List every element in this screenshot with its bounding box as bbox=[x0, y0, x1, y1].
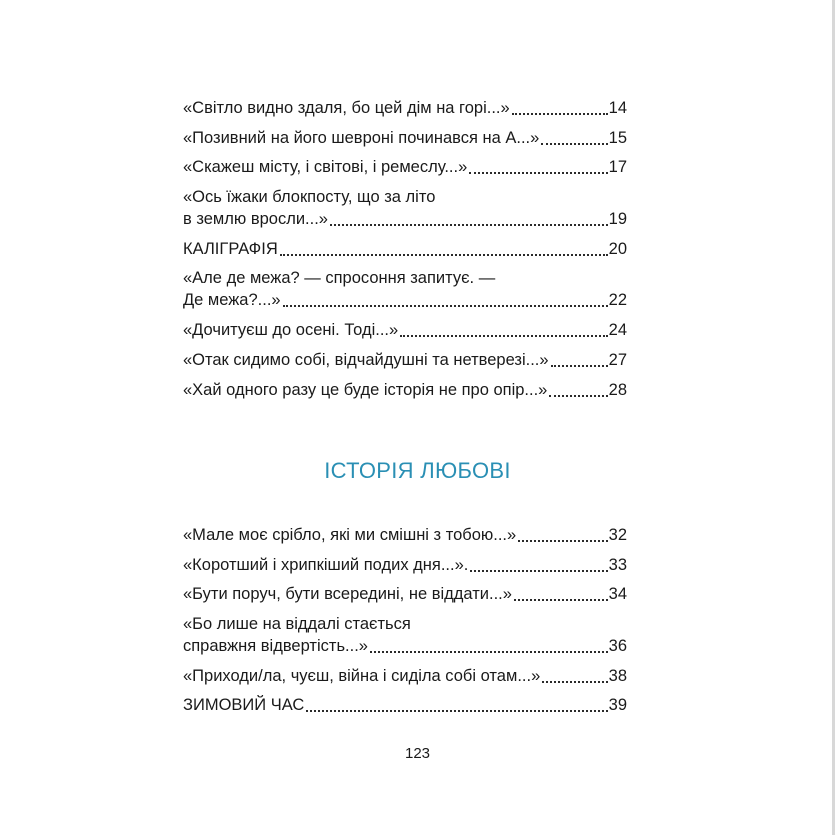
toc-entry-title: «Бути поруч, бути всередині, не віддати...» bbox=[183, 585, 512, 604]
dot-leader bbox=[470, 558, 607, 572]
toc-entry-page: 38 bbox=[608, 666, 627, 685]
toc-entry-title: «Коротший і хрипкіший подих дня...». bbox=[183, 555, 469, 574]
toc-entry-page: 28 bbox=[608, 380, 627, 399]
toc-entry-title-line2: Де межа?...» bbox=[183, 291, 281, 310]
toc-section-1 bbox=[183, 97, 627, 408]
toc-entry-page: 19 bbox=[608, 210, 627, 229]
toc-entry-page: 33 bbox=[608, 555, 627, 574]
dot-leader bbox=[541, 131, 607, 145]
toc-entry-title: КАЛІГРАФІЯ bbox=[183, 239, 278, 258]
dot-leader bbox=[330, 212, 608, 226]
dot-leader bbox=[469, 160, 607, 174]
toc-entry[interactable] bbox=[183, 127, 627, 149]
toc-entry-page: 34 bbox=[608, 585, 627, 604]
dot-leader bbox=[283, 293, 608, 307]
toc-entry-page: 20 bbox=[608, 239, 627, 258]
toc-entry-title: «Скажеш місту, і світові, і ремеслу...» bbox=[183, 158, 468, 177]
toc-entry[interactable] bbox=[183, 665, 627, 687]
toc-entry-title-line1: «Але де межа? — спросоння запитує. — bbox=[183, 269, 496, 288]
toc-entry[interactable] bbox=[183, 156, 627, 178]
toc-entry-title: ЗИМОВИЙ ЧАС bbox=[183, 696, 305, 715]
dot-leader bbox=[512, 101, 608, 115]
toc-entry[interactable] bbox=[183, 319, 627, 341]
toc-entry-page: 36 bbox=[608, 637, 627, 656]
dot-leader bbox=[280, 242, 608, 256]
toc-entry-page: 39 bbox=[608, 696, 627, 715]
toc-entry-title: «Світло видно здаля, бо цей дім на горі...» bbox=[183, 99, 510, 117]
toc-entry-page: 14 bbox=[608, 99, 627, 117]
dot-leader bbox=[551, 353, 608, 367]
toc-entry-page: 15 bbox=[608, 128, 627, 147]
toc-entry[interactable] bbox=[183, 97, 627, 119]
toc-entry-title-line1: «Ось їжаки блокпосту, що за літо bbox=[183, 188, 436, 207]
toc-entry-title-line2: справжня відвертість...» bbox=[183, 637, 368, 656]
toc-entry-title: «Мале моє срібло, які ми смішні з тобою...» bbox=[183, 526, 517, 544]
dot-leader bbox=[306, 698, 607, 712]
toc-entry-title-line1: «Бо лише на віддалі стається bbox=[183, 615, 411, 634]
toc-entry-page: 22 bbox=[608, 291, 627, 310]
toc-entry-title: «Дочитуєш до осені. Тоді...» bbox=[183, 321, 399, 340]
toc-entry[interactable] bbox=[183, 554, 627, 576]
toc-entry[interactable] bbox=[183, 379, 627, 401]
page-number: 123 bbox=[404, 745, 431, 762]
toc-entry[interactable] bbox=[183, 694, 627, 716]
toc-entry[interactable] bbox=[183, 583, 627, 605]
toc-entry[interactable] bbox=[183, 267, 627, 311]
toc-entry[interactable] bbox=[183, 349, 627, 371]
dot-leader bbox=[370, 639, 608, 653]
toc-entry-page: 32 bbox=[608, 526, 627, 544]
toc-entry-page: 27 bbox=[608, 350, 627, 369]
dot-leader bbox=[542, 669, 607, 683]
toc-entry[interactable] bbox=[183, 613, 627, 657]
dot-leader bbox=[549, 383, 607, 397]
toc-entry-title: «Позивний на його шевроні починався на А...» bbox=[183, 128, 540, 147]
toc-entry-page: 24 bbox=[608, 321, 627, 340]
toc-entry-title: «Отак сидимо собі, відчайдушні та нетверезі...» bbox=[183, 350, 549, 369]
dot-leader bbox=[518, 528, 607, 542]
toc-section-2 bbox=[183, 524, 627, 724]
toc-entry[interactable] bbox=[183, 238, 627, 260]
toc-entry-title: «Хай одного разу це буде історія не про опір...» bbox=[183, 380, 548, 399]
section-title: ІСТОРІЯ ЛЮБОВІ bbox=[324, 458, 511, 483]
toc-entry[interactable] bbox=[183, 524, 627, 546]
toc-entry-page: 17 bbox=[608, 158, 627, 177]
dot-leader bbox=[400, 323, 607, 337]
dot-leader bbox=[514, 587, 608, 601]
toc-entry-title: «Приходи/ла, чуєш, війна і сиділа собі отам...» bbox=[183, 666, 541, 685]
toc-entry[interactable] bbox=[183, 186, 627, 230]
toc-entry-title-line2: в землю вросли...» bbox=[183, 210, 328, 229]
